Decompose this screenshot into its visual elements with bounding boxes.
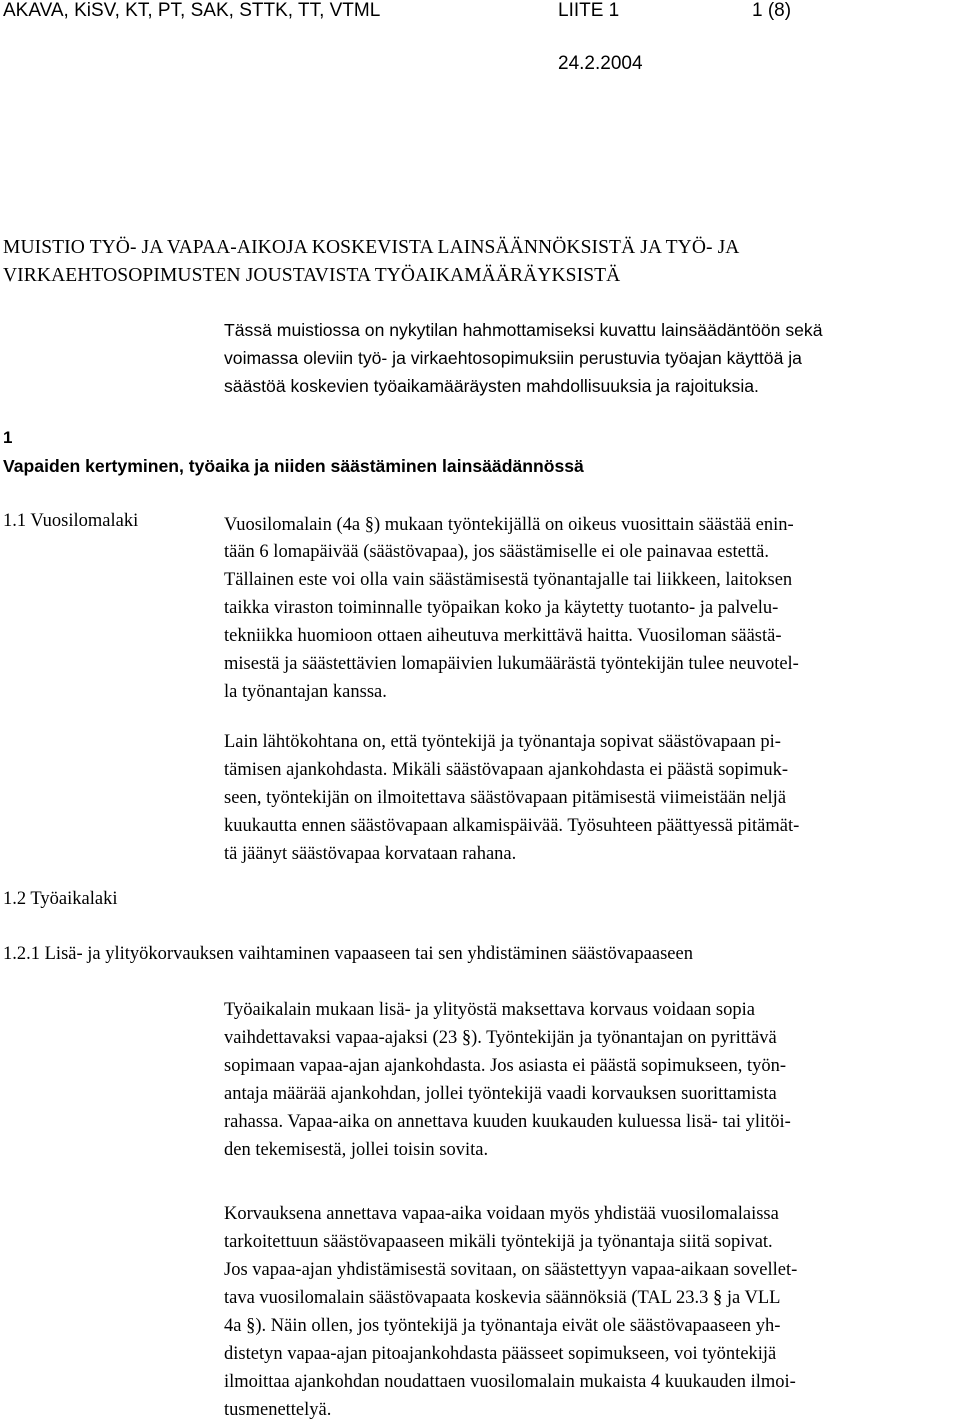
header-date: 24.2.2004: [558, 53, 643, 74]
paragraph-line: tämisen ajankohdasta. Mikäli säästövapaan ajankohdasta ei päästä sopimuk-: [224, 760, 789, 780]
paragraph-line: tään 6 lomapäivää (säästövapaa), jos säästämiselle ei ole painavaa estettä.: [224, 542, 770, 562]
paragraph-line: Tällainen este voi olla vain säästämisestä työnantajalle tai liikkeen, laitoksen: [224, 570, 793, 590]
section-1-number: 1: [3, 428, 13, 447]
intro-line: voimassa oleviin työ- ja virkaehtosopimuksiin perustuvia työajan käyttöä ja: [224, 348, 802, 368]
memo-title-line-1: MUISTIO TYÖ- JA VAPAA-AIKOJA KOSKEVISTA LAINSÄÄNNÖKSISTÄ JA TYÖ- JA: [3, 237, 740, 258]
intro-line: Tässä muistiossa on nykytilan hahmottamiseksi kuvattu lainsäädäntöön sekä: [224, 320, 823, 340]
paragraph-line: ilmoittaa ajankohdan noudattaen vuosilomalain mukaista 4 kuukauden ilmoi-: [224, 1372, 796, 1392]
paragraph-line: misestä ja säästettävien lomapäivien lukumäärästä työntekijän tulee neuvotel-: [224, 654, 799, 674]
paragraph-line: Lain lähtökohtana on, että työntekijä ja työnantaja sopivat säästövapaan pi-: [224, 732, 781, 752]
header-organizations: AKAVA, KiSV, KT, PT, SAK, STTK, TT, VTML: [3, 0, 381, 21]
paragraph-line: tava vuosilomalain säästövapaata koskevia säännöksiä (TAL 23.3 § ja VLL: [224, 1288, 781, 1308]
paragraph-line: tä jäänyt säästövapaa korvataan rahana.: [224, 844, 517, 864]
paragraph-line: taikka viraston toiminnalle työpaikan koko ja käytetty tuotanto- ja palvelu-: [224, 598, 779, 618]
subsection-1-2-label: 1.2 Työaikalaki: [3, 889, 118, 909]
paragraph-line: antaja määrää ajankohdan, jollei työntekijä vaadi korvauksen suorittamista: [224, 1084, 777, 1104]
paragraph-line: den tekemisestä, jollei toisin sovita.: [224, 1140, 489, 1160]
paragraph-line: kuukautta ennen säästövapaan alkamispäivää. Työsuhteen päättyessä pitämät-: [224, 816, 800, 836]
intro-line: säästöä koskevien työaikamääräysten mahdollisuuksia ja rajoituksia.: [224, 376, 759, 396]
paragraph-line: 4a §). Näin ollen, jos työntekijä ja työnantaja eivät ole säästövapaaseen yh-: [224, 1316, 781, 1336]
subsection-1-2-1-heading: 1.2.1 Lisä- ja ylityökorvauksen vaihtaminen vapaaseen tai sen yhdistäminen säästövapaaseen: [3, 944, 693, 964]
header-page-number: 1 (8): [752, 0, 792, 21]
paragraph-line: Korvauksena annettava vapaa-aika voidaan myös yhdistää vuosilomalaissa: [224, 1204, 779, 1224]
header-attachment: LIITE 1: [558, 0, 620, 21]
paragraph-line: distetyn vapaa-ajan pitoajankohdasta päässeet sopimukseen, voi työntekijä: [224, 1344, 777, 1364]
paragraph-line: tarkoitettuun säästövapaaseen mikäli työntekijä ja työnantaja siitä sopivat.: [224, 1232, 773, 1252]
subsection-1-1-label: 1.1 Vuosilomalaki: [3, 511, 139, 531]
paragraph-line: la työnantajan kanssa.: [224, 682, 387, 702]
paragraph-line: Jos vapaa-ajan yhdistämisestä sovitaan, on säästettyyn vapaa-aikaan sovellet-: [224, 1260, 798, 1280]
paragraph-line: tekniikka huomioon ottaen aiheutuva merkittävä haitta. Vuosiloman säästä-: [224, 626, 782, 646]
paragraph-line: rahassa. Vapaa-aika on annettava kuuden kuukauden kuluessa lisä- tai ylitöi-: [224, 1112, 791, 1132]
paragraph-line: seen, työntekijän on ilmoitettava säästövapaan pitämisestä viimeistään neljä: [224, 788, 787, 808]
paragraph-line: Työaikalain mukaan lisä- ja ylityöstä maksettava korvaus voidaan sopia: [224, 1000, 755, 1020]
section-1-heading: Vapaiden kertyminen, työaika ja niiden säästäminen lainsäädännössä: [3, 456, 584, 476]
paragraph-line: Vuosilomalain (4a §) mukaan työntekijällä on oikeus vuosittain säästää enin-: [224, 515, 794, 535]
paragraph-line: vaihdettavaksi vapaa-ajaksi (23 §). Työntekijän ja työnantajan on pyrittävä: [224, 1028, 777, 1048]
memo-title-line-2: VIRKAEHTOSOPIMUSTEN JOUSTAVISTA TYÖAIKAMÄÄRÄYKSISTÄ: [3, 265, 621, 286]
paragraph-line: tusmenettelyä.: [224, 1400, 332, 1420]
paragraph-line: sopimaan vapaa-ajan ajankohdasta. Jos asiasta ei päästä sopimukseen, työn-: [224, 1056, 787, 1076]
